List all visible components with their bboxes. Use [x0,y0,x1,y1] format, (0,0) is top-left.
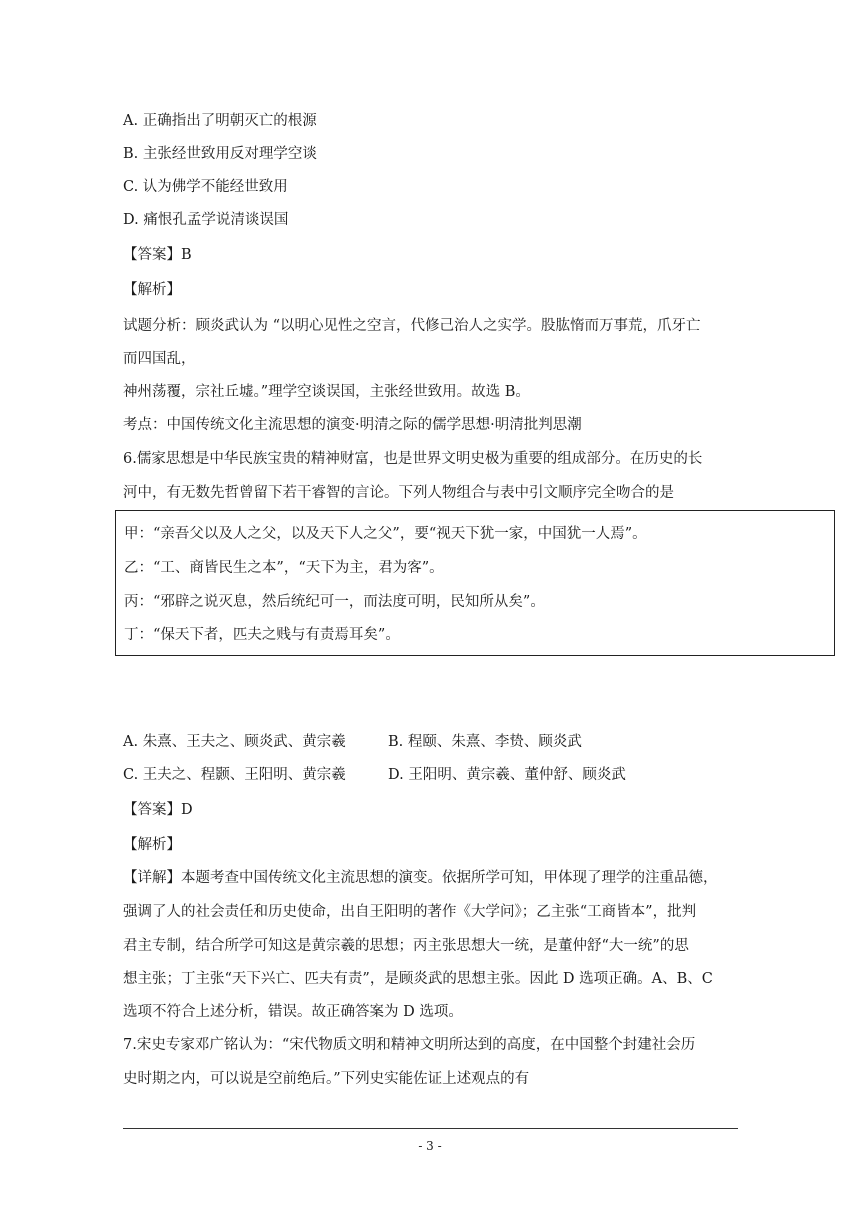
q6-answer: 【答案】D [123,802,193,818]
q5-analysis-line: 神州荡覆，宗社丘墟。”理学空谈误国，主张经世致用。故选 B。 [123,384,530,400]
q6-stem-line: 6.儒家思想是中华民族宝贵的精神财富，也是世界文明史极为重要的组成部分。在历史的长 [123,451,703,467]
q6-option-b: B. 程颐、朱熹、李贽、顾炎武 [388,734,582,750]
quote-yi: 乙：“工、商皆民生之本”，“天下为主，君为客”。 [124,560,444,576]
q5-analysis-line: 试题分析：顾炎武认为 “以明心见性之空言，代修己治人之实学。股肱惰而万事荒，爪牙亡 [123,318,701,334]
quote-ding: 丁：“保天下者，匹夫之贱与有责焉耳矣”。 [124,627,400,643]
q6-detail-line: 选项不符合上述分析，错误。故正确答案为 D 选项。 [123,1004,463,1020]
q5-option-a: A. 正确指出了明朝灭亡的根源 [123,113,317,129]
quote-bing: 丙：“邪辟之说灭息，然后统纪可一，而法度可明，民知所从矣”。 [124,594,545,610]
q7-stem-line: 7.宋史专家邓广铭认为：“宋代物质文明和精神文明所达到的高度，在中国整个封建社会历 [123,1037,696,1053]
q5-analysis-line: 而四国乱， [123,351,196,367]
q6-options-row [123,765,743,785]
footer-rule [123,1128,738,1129]
q6-detail-line: 【详解】本题考查中国传统文化主流思想的演变。依据所学可知，甲体现了理学的注重品德， [123,870,718,886]
q5-option-c: C. 认为佛学不能经世致用 [123,179,288,195]
q6-detail-line: 强调了人的社会责任和历史使命，出自王阳明的著作《大学问》；乙主张“工商皆本”，批判 [123,904,697,920]
q6-option-d: D. 王阳明、黄宗羲、董仲舒、顾炎武 [388,767,626,783]
q6-option-c: C. 王夫之、程颢、王阳明、黄宗羲 [123,767,346,783]
page-number: - 3 - [418,1139,442,1153]
q5-topic: 考点：中国传统文化主流思想的演变·明清之际的儒学思想·明清批判思潮 [123,417,582,433]
q5-option-d: D. 痛恨孔孟学说清谈误国 [123,212,289,228]
q6-quote-box [115,510,835,656]
q5-analysis-label: 【解析】 [123,282,181,298]
q6-detail-line: 君主专制，结合所学可知这是黄宗羲的思想；丙主张思想大一统，是董仲舒“大一统”的思 [123,938,689,954]
q6-option-a: A. 朱熹、王夫之、顾炎武、黄宗羲 [123,734,346,750]
q7-stem-line: 史时期之内，可以说是空前绝后。”下列史实能佐证上述观点的有 [123,1071,530,1087]
q5-option-b: B. 主张经世致用反对理学空谈 [123,146,317,162]
q6-analysis-label: 【解析】 [123,837,181,853]
q6-options-row [123,732,743,752]
q6-detail-line: 想主张；丁主张“天下兴亡、匹夫有责”，是顾炎武的思想主张。因此 D 选项正确。A、B、C [123,971,713,987]
q6-stem-line: 河中，有无数先哲曾留下若干睿智的言论。下列人物组合与表中引文顺序完全吻合的是 [123,485,674,501]
q5-answer: 【答案】B [123,247,192,263]
quote-jia: 甲：“亲吾父以及人之父，以及天下人之父”，要“视天下犹一家，中国犹一人焉”。 [124,526,647,542]
